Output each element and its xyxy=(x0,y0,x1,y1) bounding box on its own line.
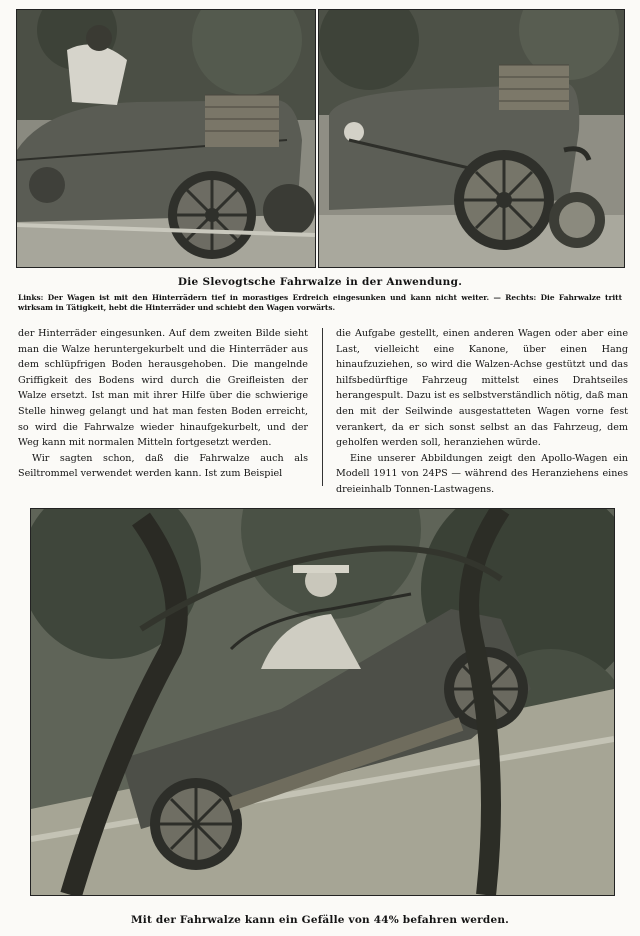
article-paragraph: Eine unserer Abbildungen zeigt den Apollo-Wagen ein Modell 1911 von 24PS — während des Heranziehens eines dreieinhalb Tonnen-Lastwagens. xyxy=(336,452,628,495)
article-column-right xyxy=(336,326,628,498)
caption-bottom: Mit der Fahrwalze kann ein Gefälle von 44% befahren werden. xyxy=(130,914,510,926)
article-paragraph: Wir sagten schon, daß die Fahrwalze auch als Seiltrommel verwendet werden kann. Ist zum Beispiel xyxy=(18,452,308,480)
article-column-left xyxy=(18,326,308,482)
column-divider xyxy=(322,328,323,486)
photo-car-climbing xyxy=(30,508,615,896)
article-paragraph: der Hinterräder eingesunken. Auf dem zweiten Bilde sieht man die Walze heruntergekurbelt und die Hinterräder aus dem schlüpfrigen Boden herausgehoben. Die mangelnde Griffigkeit des Bodens wird durch die Greifleisten der Walze ersetzt. Ist man mit ihrer Hilfe über die schwierige Stelle hinweg gelangt und hat man festen Boden erreicht, so wird die Fahrwalze wieder hinaufgekurbelt, und der Weg kann mit normalen Mitteln fortgesetzt werden. xyxy=(18,328,308,449)
photo-car-on-roller xyxy=(318,9,625,268)
caption-title-top: Die Slevogtsche Fahrwalze in der Anwendung. xyxy=(177,276,463,288)
car-on-wheel-roller-photo xyxy=(319,10,624,267)
car-stuck-in-mud-photo xyxy=(17,10,315,267)
car-climbing-slope-photo xyxy=(31,509,614,895)
caption-text-top: Links: Der Wagen ist mit den Hinterrädern tief in morastiges Erdreich eingesunken und kann nicht weiter. — Rechts: Die Fahrwalze tritt wirksam in Tätigkeit, hebt die Hinterräder und schiebt den Wagen vorwärts. xyxy=(18,293,622,312)
article-paragraph: die Aufgabe gestellt, einen anderen Wagen oder aber eine Last, vielleicht eine Kanone, über einen Hang hinaufzuziehen, so wird die Walzen-Achse gestützt und das hilfsbedürftige Fahrzeug mittelst eines Drahtseiles herangespult. Dazu ist es selbstverständlich nötig, daß man den mit der Seilwinde ausgestatteten Wagen vorne fest verankert, da er sich sonst selbst an das Fahrzeug, dem geholfen werden soll, heranziehen würde. xyxy=(336,328,628,449)
photo-car-stuck xyxy=(16,9,316,268)
